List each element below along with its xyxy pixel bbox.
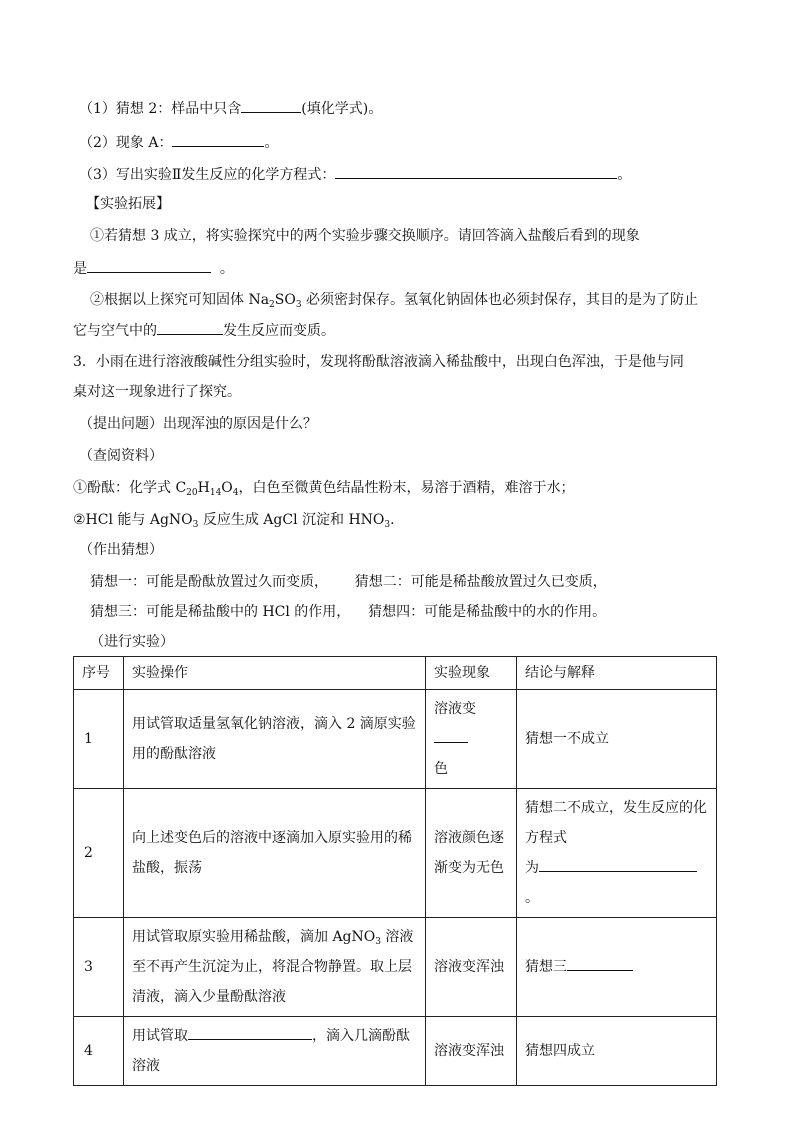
extension-heading: 【实验拓展】 — [86, 196, 170, 212]
header-conclusion: 结论与解释 — [517, 657, 717, 690]
row-phenomenon: 溶液变 色 — [426, 690, 517, 789]
question-1: （1）猜想 2：样品中只含 (填化学式)。 — [79, 98, 382, 119]
q3-intro-line-1: 3．小雨在进行溶液酸碱性分组实验时，发现将酚酞溶液滴入稀盐酸中，出现白色浑浊，于是他与同 — [73, 354, 684, 370]
row-conclusion: 猜想二不成立，发生反应的化方程式 为。 — [517, 789, 717, 918]
table-row — [74, 690, 717, 789]
question-3: （3）写出实验Ⅱ发生反应的化学方程式： 。 — [79, 164, 631, 185]
row-conclusion: 猜想一不成立 — [517, 690, 717, 789]
row-operation: 用试管取 ，滴入几滴酚酞溶液 — [124, 1017, 426, 1086]
table-row — [74, 1017, 717, 1086]
hypothesis-line-2: 猜想三：可能是稀盐酸中的 HCl 的作用， 猜想四：可能是稀盐酸中的水的作用。 — [90, 604, 607, 620]
info-2: ②HCl 能与 AgNO$_3$ 反应生成 AgCl 沉淀和 $HNO_3$. — [73, 512, 395, 530]
hypothesis-line-1: 猜想一：可能是酚酞放置过久而变质， 猜想二：可能是稀盐酸放置过久已变质， — [90, 574, 607, 590]
header-operation: 实验操作 — [124, 657, 426, 690]
row-conclusion: 猜想三 — [517, 918, 717, 1017]
row-phenomenon: 溶液颜色逐渐变为无色 — [426, 789, 517, 918]
extension-1-line-2: 是 。 — [73, 258, 234, 279]
question-2: （2）现象 A： 。 — [79, 132, 278, 153]
answer-blank[interactable] — [567, 956, 633, 971]
row-operation: 向上述变色后的溶液中逐滴加入原实验用的稀盐酸，振荡 — [124, 789, 426, 918]
problem-heading: （提出问题）出现浑浊的原因是什么？ — [79, 416, 317, 432]
info-1: ①酚酞：化学式 $C_{20}H_{14}O_4$，白色至微黄色结晶性粉末，易溶于酒精，难溶于水； — [73, 480, 575, 498]
answer-blank[interactable] — [539, 857, 697, 872]
table-row — [74, 918, 717, 1017]
experiment-heading: （进行实验） — [90, 634, 174, 650]
row-conclusion: 猜想四成立 — [517, 1017, 717, 1086]
row-num: 4 — [74, 1017, 124, 1086]
answer-blank[interactable] — [172, 132, 264, 147]
answer-blank[interactable] — [157, 320, 223, 335]
row-operation: 用试管取原实验用稀盐酸，滴加 AgNO$_3$ 溶液至不再产生沉淀为止，将混合物静置。取上层清液，滴入少量酚酞溶液 — [124, 918, 426, 1017]
row-phenomenon: 溶液变浑浊 — [426, 918, 517, 1017]
answer-blank[interactable] — [335, 164, 617, 179]
table-header-row — [74, 657, 717, 690]
q3-intro-line-2: 桌对这一现象进行了探究。 — [73, 384, 241, 400]
table-row — [74, 789, 717, 918]
answer-blank[interactable] — [434, 728, 468, 743]
row-operation: 用试管取适量氢氧化钠溶液，滴入 2 滴原实验用的酚酞溶液 — [124, 690, 426, 789]
row-num: 2 — [74, 789, 124, 918]
answer-blank[interactable] — [87, 258, 211, 273]
experiment-table — [73, 656, 717, 1086]
extension-2-line-2: 它与空气中的 发生反应而变质。 — [73, 320, 335, 341]
extension-1-line-1: ①若猜想 3 成立，将实验探究中的两个实验步骤交换顺序。请回答滴入盐酸后看到的现象 — [90, 228, 640, 244]
hypothesis-heading: （作出猜想） — [79, 542, 163, 558]
row-num: 1 — [74, 690, 124, 789]
row-num: 3 — [74, 918, 124, 1017]
row-phenomenon: 溶液变浑浊 — [426, 1017, 517, 1086]
consult-heading: （查阅资料） — [79, 448, 163, 464]
answer-blank[interactable] — [188, 1025, 312, 1040]
header-num: 序号 — [74, 657, 124, 690]
header-phenomenon: 实验现象 — [426, 657, 517, 690]
answer-blank[interactable] — [241, 98, 301, 113]
extension-2-line-1: ②根据以上探究可知固体 $Na_2SO_3$ 必须密封保存。氢氧化钠固体也必须封保存，其目的是为了防止 — [90, 292, 699, 310]
